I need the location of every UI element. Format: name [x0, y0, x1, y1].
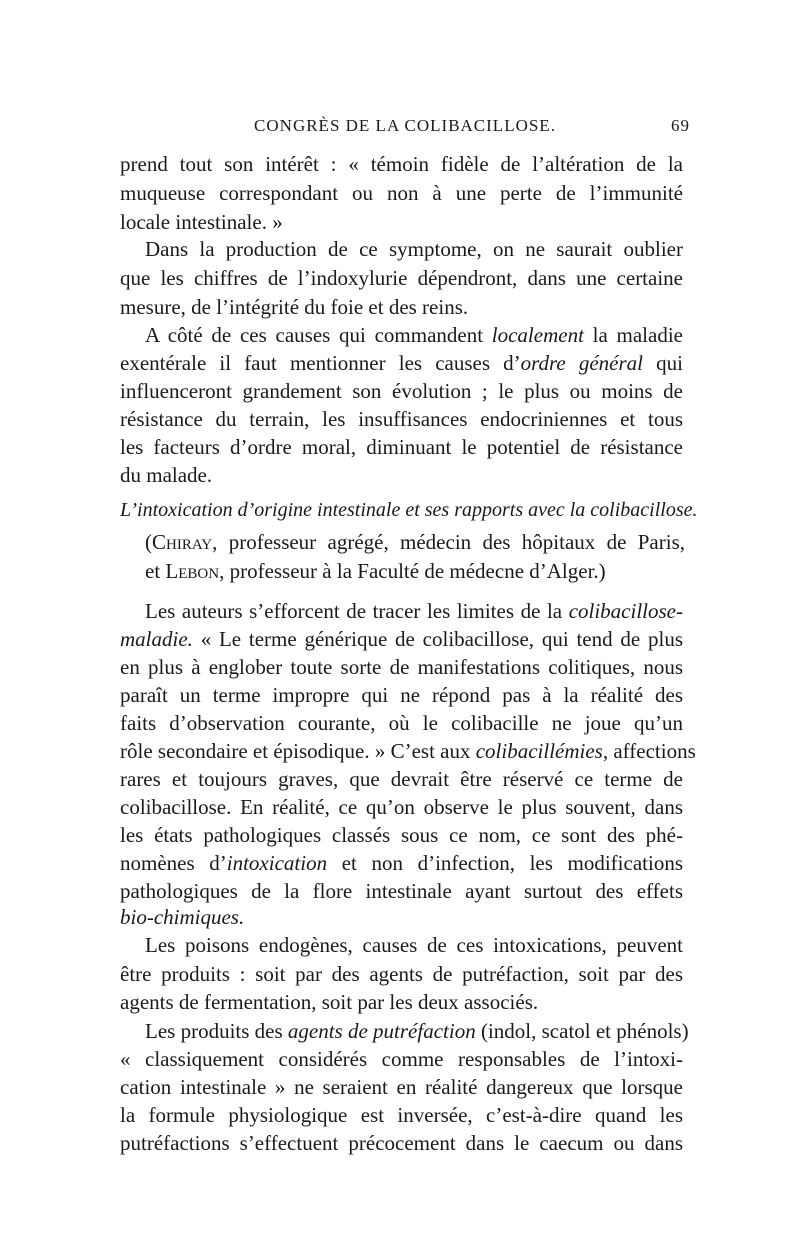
text-line — [145, 1017, 689, 1045]
running-head — [120, 116, 690, 140]
author-line — [145, 528, 685, 556]
emphasis: intoxication — [226, 851, 328, 875]
text-line: « classiquement considérés comme responsables de l’intoxi- — [120, 1047, 683, 1071]
text-span: ( — [145, 530, 152, 554]
running-title: CONGRÈS DE LA COLIBACILLOSE. — [254, 116, 556, 135]
text-span: Les auteurs s’efforcent de tracer les limites de la — [145, 599, 569, 623]
text-line: faits d’observation courante, où le colibacille ne joue qu’un — [120, 711, 683, 735]
emphasis: ordre général — [520, 351, 644, 375]
text-line — [145, 597, 683, 625]
text-line — [145, 321, 683, 349]
text-line: Dans la production de ce symptome, on ne saurait oublier — [145, 237, 683, 261]
emphasis: localement — [491, 323, 584, 347]
author-line — [145, 557, 683, 585]
text-line — [120, 625, 683, 653]
emphasis: bio-chimiques. — [120, 905, 245, 929]
text-span: , professeur à la Faculté de médecne d’Alger.) — [219, 559, 606, 583]
text-line: influenceront grandement son évolution ; le plus ou moins de — [120, 379, 683, 403]
text-line: la formule physiologique est inversée, c’est-à-dire quand les — [120, 1103, 683, 1127]
text-span: la maladie — [583, 323, 683, 347]
text-span: (indol, scatol et phénols) — [475, 1019, 689, 1043]
text-line: du malade. — [120, 463, 213, 487]
text-line: locale intestinale. » — [120, 210, 283, 234]
section-title: L’intoxication d’origine intestinale et ses rapports avec la colibacillose. — [120, 499, 698, 521]
text-line: en plus à englober toute sorte de manifestations colitiques, nous — [120, 655, 683, 679]
text-line: être produits : soit par des agents de putréfaction, soit par des — [120, 962, 683, 986]
text-span: , affections — [602, 739, 696, 763]
text-span: , professeur agrégé, médecin des hôpitaux de Paris, — [212, 530, 685, 554]
text-line: les états pathologiques classés sous ce nom, ce sont des phé- — [120, 823, 683, 847]
text-span: A côté de ces causes qui commandent — [145, 323, 492, 347]
text-line: rares et toujours graves, que devrait être réservé ce terme de — [120, 767, 683, 791]
text-line: muqueuse correspondant ou non à une perte de l’immunité — [120, 181, 683, 205]
text-line: résistance du terrain, les insuffisances endocriniennes et tous — [120, 407, 683, 431]
text-line: colibacillose. En réalité, ce qu’on observe le plus souvent, dans — [120, 795, 683, 819]
author-name: Chiray — [152, 530, 213, 554]
text-span: et — [145, 559, 166, 583]
text-line: putréfactions s’effectuent précocement dans le caecum ou dans — [120, 1131, 683, 1155]
author-name: Lebon — [165, 559, 220, 583]
emphasis: agents de putréfaction — [287, 1019, 476, 1043]
text-span: et non d’infection, les modifications — [327, 851, 683, 875]
text-line: que les chiffres de l’indoxylurie dépendront, dans une certaine — [120, 266, 683, 290]
text-line — [120, 849, 683, 877]
text-line: mesure, de l’intégrité du foie et des reins. — [120, 295, 469, 319]
text-span: rôle secondaire et épisodique. » C’est aux — [120, 739, 476, 763]
text-line: cation intestinale » ne seraient en réalité dangereux que lorsque — [120, 1075, 683, 1099]
text-line: agents de fermentation, soit par les deux associés. — [120, 990, 539, 1014]
text-span: exentérale il faut mentionner les causes d’ — [120, 351, 521, 375]
text-line: Les poisons endogènes, causes de ces intoxications, peuvent — [145, 933, 683, 957]
text-span: Les produits des — [145, 1019, 288, 1043]
text-line: paraît un terme impropre qui ne répond pas à la réalité des — [120, 683, 683, 707]
text-line: pathologiques de la flore intestinale ayant surtout des effets — [120, 879, 683, 903]
emphasis: maladie. — [120, 627, 193, 651]
text-line — [120, 903, 683, 931]
text-line: les facteurs d’ordre moral, diminuant le potentiel de résistance — [120, 435, 683, 459]
text-span: nomènes d’ — [120, 851, 227, 875]
text-span: qui — [643, 351, 683, 375]
text-span: « Le terme générique de colibacillose, qui tend de plus — [192, 627, 683, 651]
emphasis: colibacillose- — [568, 599, 683, 623]
text-line — [120, 349, 683, 377]
text-line — [120, 737, 696, 765]
emphasis: colibacillémies — [475, 739, 603, 763]
text-line: prend tout son intérêt : « témoin fidèle de l’altération de la — [120, 152, 683, 176]
page-number: 69 — [671, 116, 690, 135]
